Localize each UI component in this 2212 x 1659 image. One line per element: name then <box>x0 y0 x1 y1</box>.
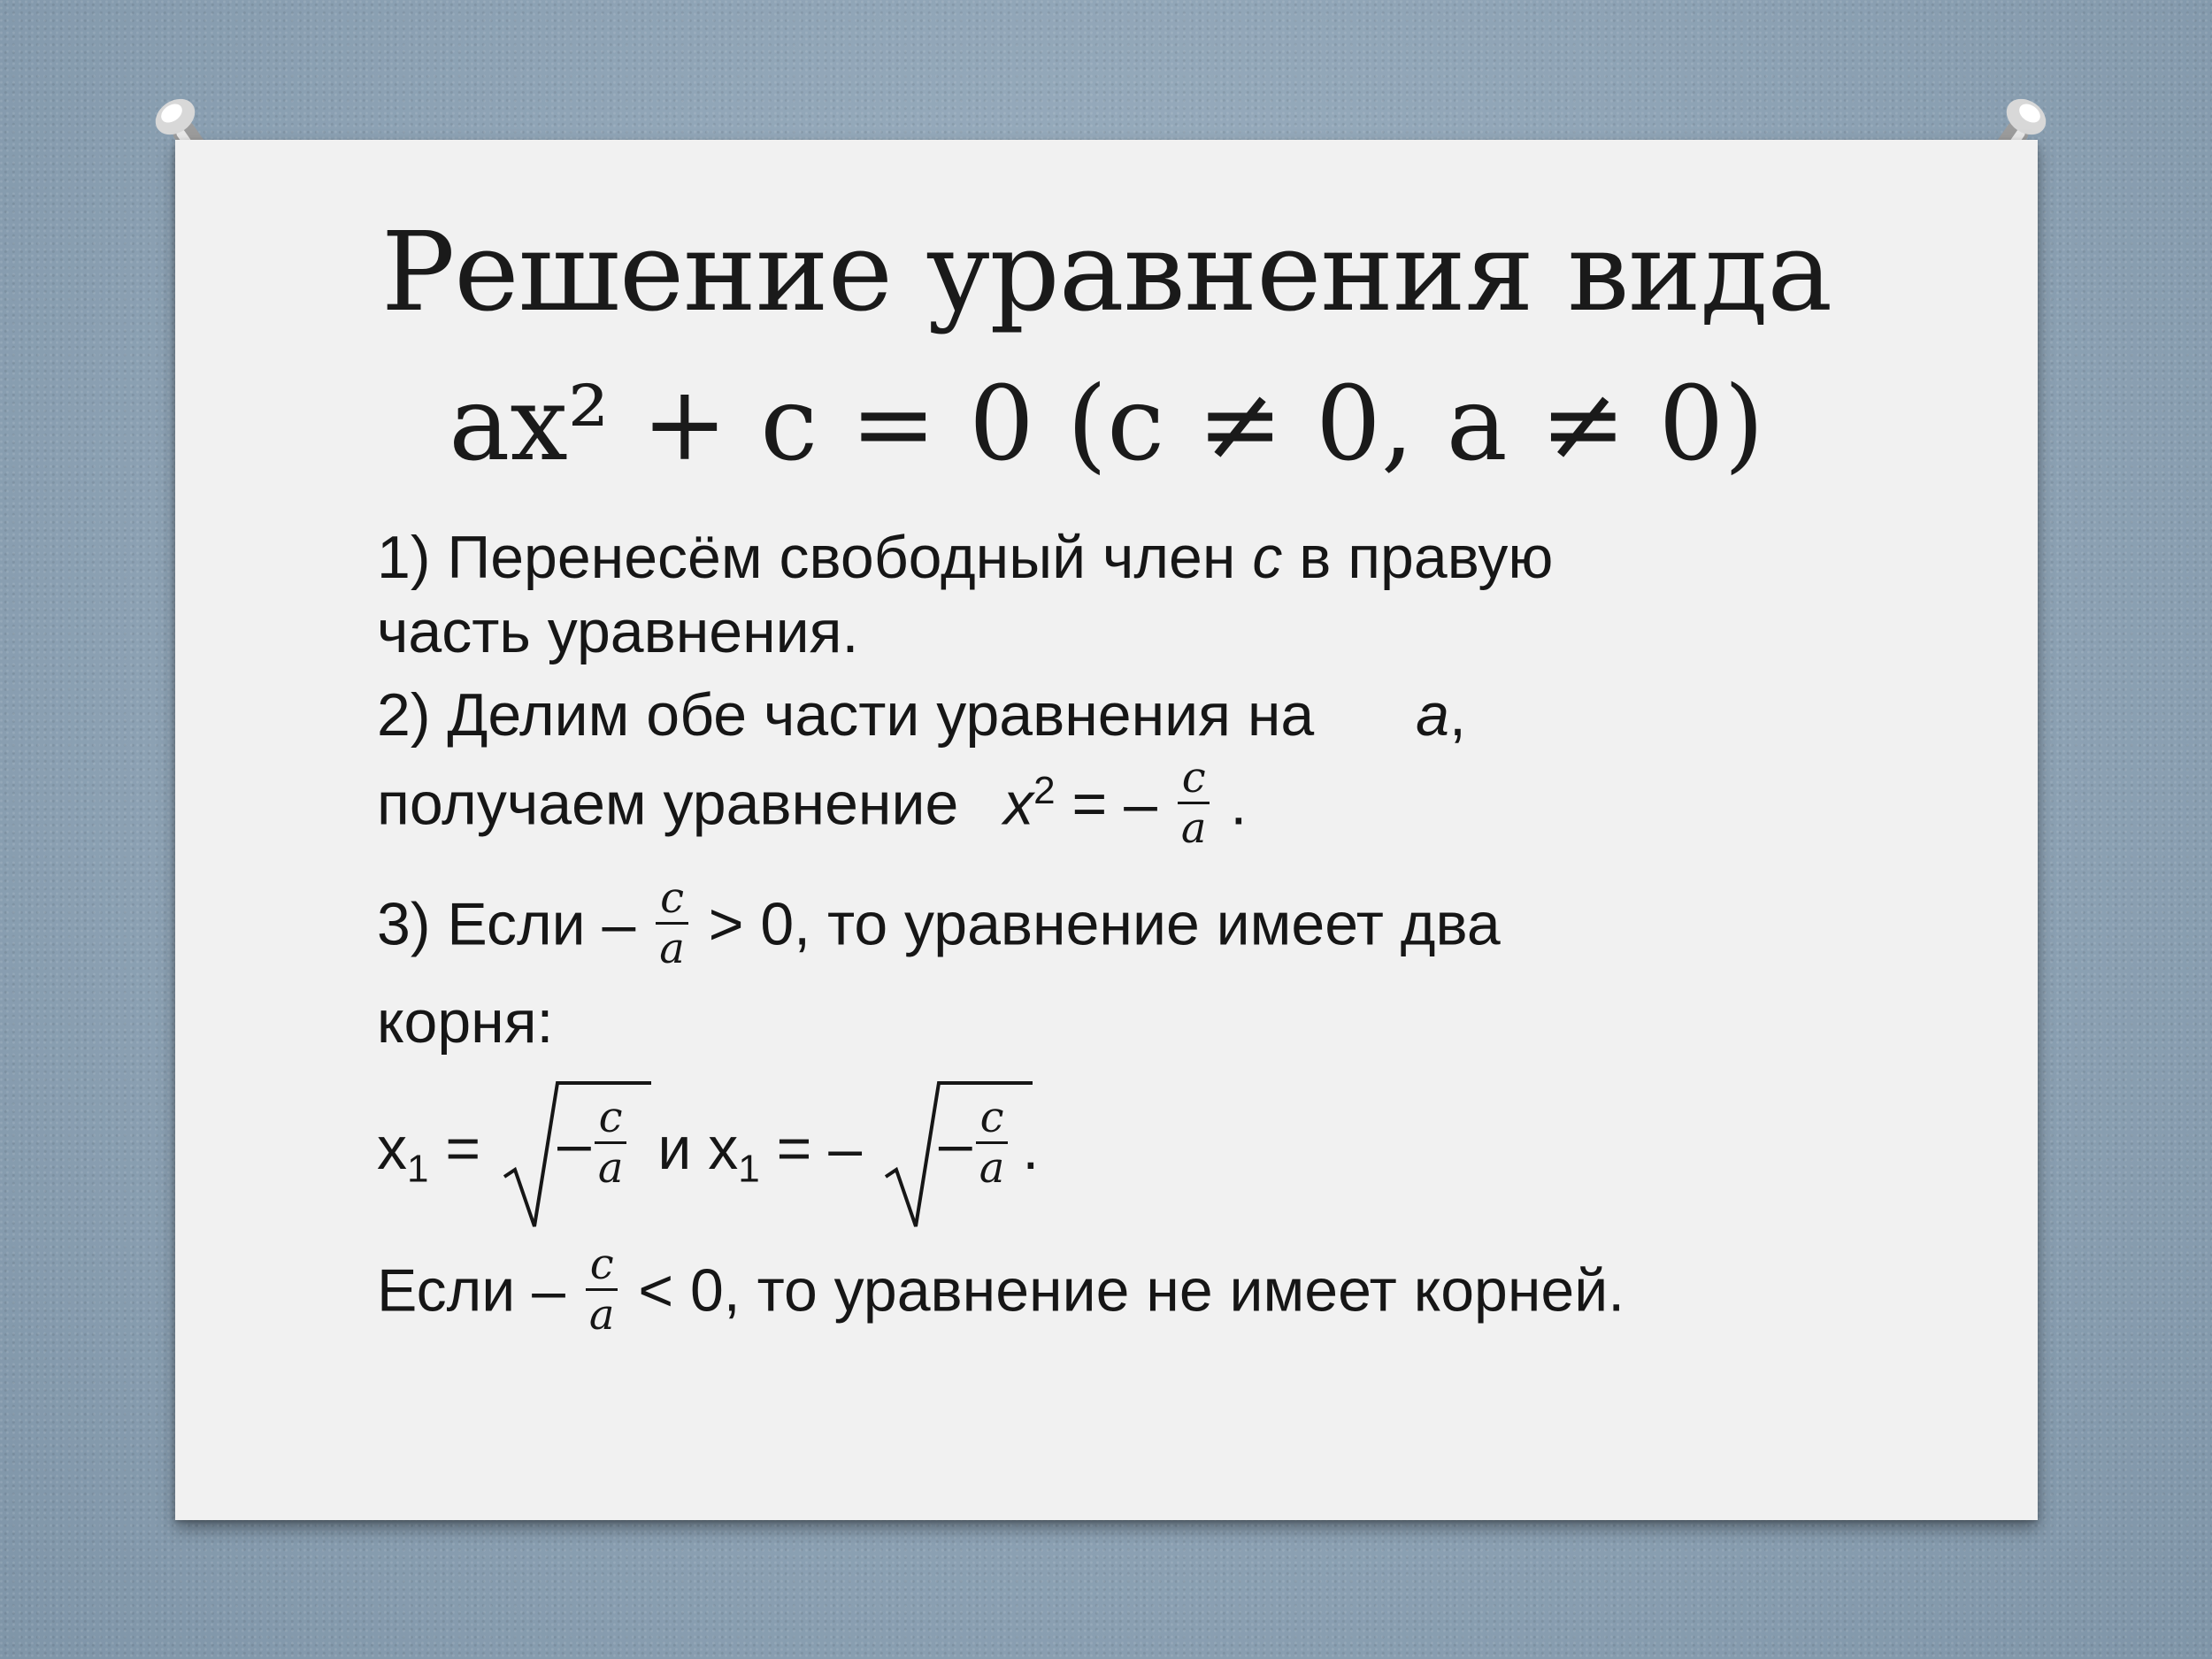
fraction-c-over-a <box>595 1094 627 1192</box>
denominator: a <box>597 1143 624 1193</box>
exponent: 2 <box>1033 768 1056 812</box>
text: < 0, то уравнение не имеет корней. <box>621 1256 1625 1325</box>
text: 1) Перенесём свободный член <box>377 524 1253 591</box>
root-x-label: x <box>377 1114 407 1182</box>
subscript: 1 <box>407 1147 429 1191</box>
fraction-c-over-a <box>586 1240 618 1339</box>
numerator: c <box>976 1094 1009 1144</box>
step-1-line-1 <box>377 520 1553 595</box>
text: 2) Делим обе части уравнения на <box>377 681 1332 749</box>
equals: = <box>428 1114 497 1182</box>
radical-sign-icon <box>503 1078 653 1228</box>
text: , <box>1448 681 1466 749</box>
step-3 <box>377 873 1501 1059</box>
slide-title <box>175 196 2038 501</box>
step-2-line-1 <box>377 678 1466 752</box>
numerator: c <box>595 1094 627 1144</box>
minus: – <box>938 1110 972 1178</box>
variable-c: c <box>1252 524 1283 591</box>
step-2-line-2 <box>377 753 1466 857</box>
text: Если – <box>377 1256 582 1325</box>
numerator: c <box>656 874 688 925</box>
variable-x: x <box>1003 770 1034 838</box>
minus: – <box>557 1110 591 1178</box>
square-root-1 <box>503 1078 635 1228</box>
text: . <box>1213 770 1248 838</box>
text: > 0, то уравнение имеет два <box>691 890 1501 958</box>
fraction-c-over-a <box>656 874 688 972</box>
step-3-line-2: корня: <box>377 988 554 1056</box>
numerator: c <box>586 1240 618 1291</box>
text: получаем уравнение <box>377 770 976 838</box>
and-x: и x <box>641 1114 739 1182</box>
denominator: a <box>1180 803 1207 853</box>
equals-minus: = – <box>759 1114 879 1182</box>
fraction-c-over-a <box>1178 754 1210 852</box>
text: 3) Если – <box>377 890 653 958</box>
text: в правую <box>1282 524 1554 591</box>
denominator: a <box>979 1143 1005 1193</box>
step-2 <box>377 678 1466 857</box>
title-line-1: Решение уравнения вида <box>380 209 1832 336</box>
subscript: 1 <box>738 1147 760 1191</box>
equals-minus: = – <box>1055 770 1174 838</box>
numerator: c <box>1178 754 1210 804</box>
roots-formula <box>377 1078 1039 1228</box>
radical-sign-icon <box>884 1078 1034 1228</box>
denominator: a <box>588 1290 615 1340</box>
square-root-2 <box>884 1078 1017 1228</box>
step-3-line-1 <box>377 873 1501 978</box>
step-1-line-2: часть уравнения. <box>377 598 859 665</box>
variable-a: a <box>1416 681 1449 749</box>
fraction-c-over-a <box>976 1094 1009 1192</box>
denominator: a <box>659 924 685 973</box>
step-1 <box>377 520 1553 669</box>
step-4 <box>377 1240 1625 1344</box>
title-line-2: ax² + c = 0 (c ≠ 0, a ≠ 0) <box>449 365 1764 484</box>
period: . <box>1022 1114 1040 1182</box>
